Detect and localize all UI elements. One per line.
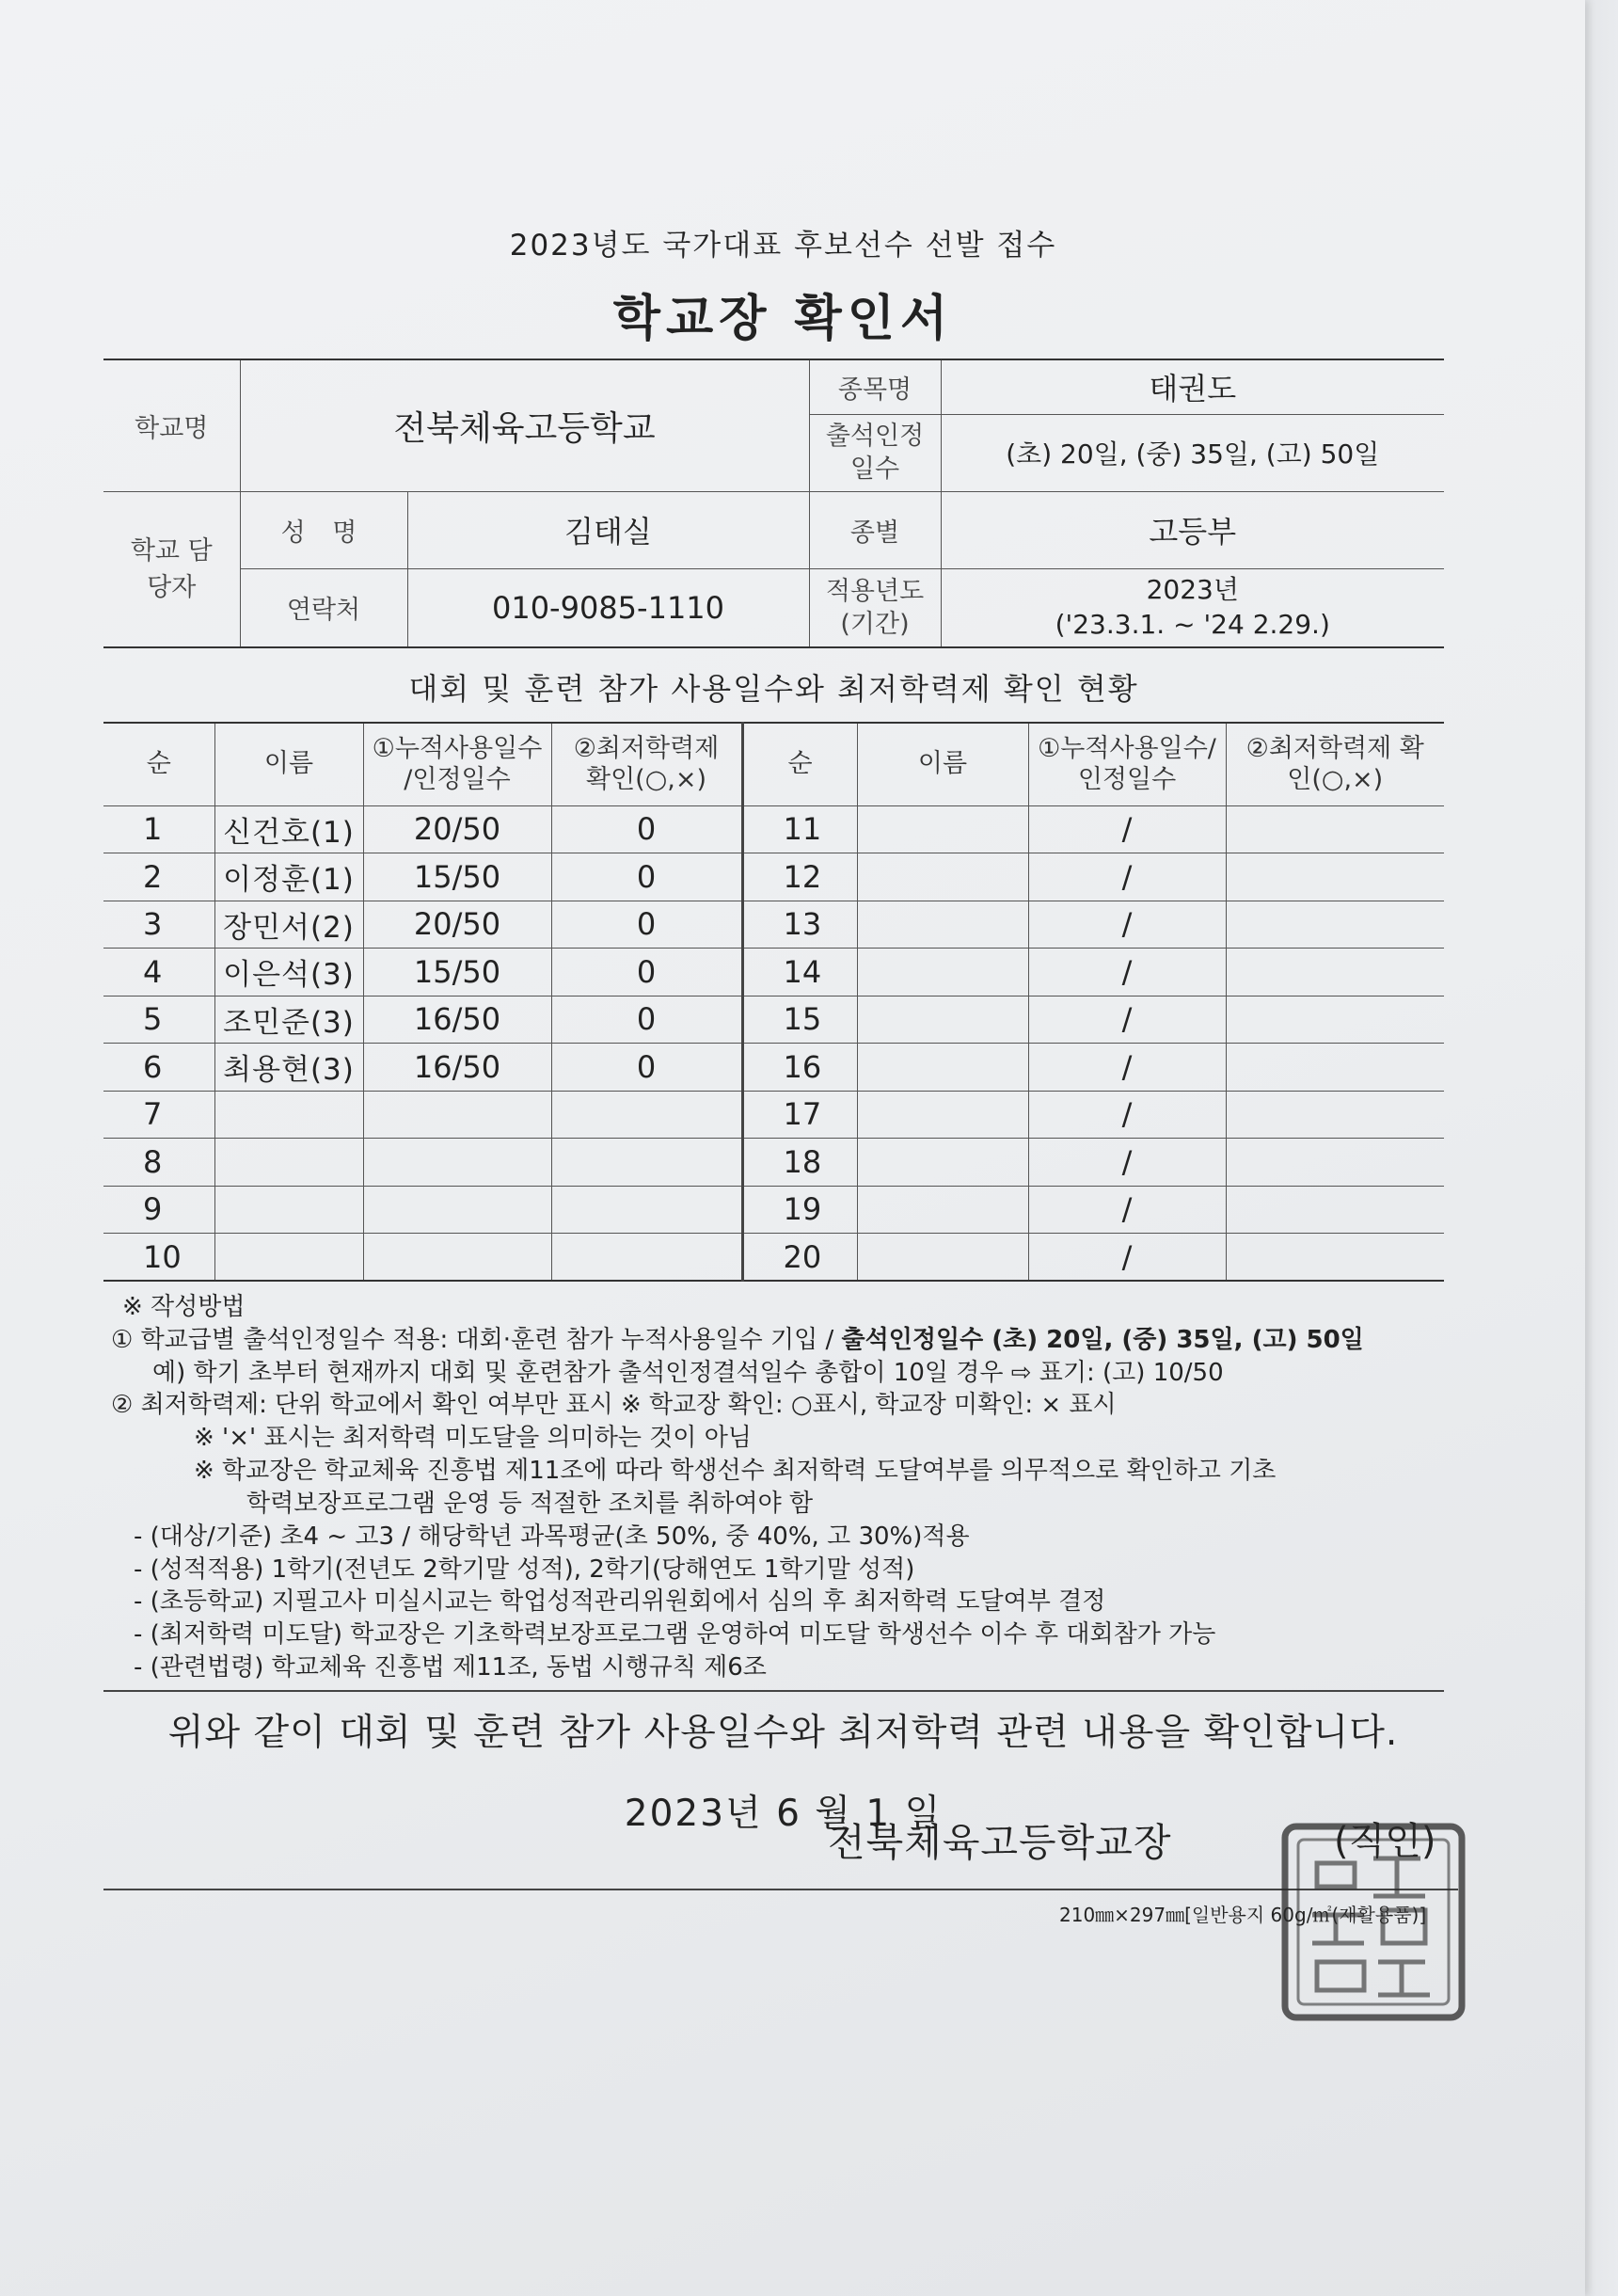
row-number: 14 (742, 949, 857, 997)
principal-name: 전북체육고등학교장 (828, 1820, 1172, 1865)
academic-check (551, 1139, 742, 1187)
days-used: / (1028, 901, 1226, 949)
student-name: 이정훈(1) (214, 853, 363, 901)
divider (103, 1690, 1444, 1692)
detail-4: - (최저학력 미도달) 학교장은 기초학력보장프로그램 운영하여 미도달 학생선수 이수 후 대회참가 가능 (134, 1620, 1216, 1650)
days-used: / (1028, 949, 1226, 997)
division-value: 고등부 (941, 491, 1444, 568)
row-number: 2 (103, 853, 214, 901)
sport-label: 종목명 (809, 359, 941, 414)
table-row (103, 1234, 1444, 1282)
name-value: 김태실 (407, 491, 809, 568)
row-number: 16 (742, 1044, 857, 1092)
detail-3: - (초등학교) 지필고사 미실시교는 학업성적관리위원회에서 심의 후 최저학력 도달여부 결정 (134, 1587, 1106, 1617)
notes-heading: ※ 작성방법 (122, 1293, 246, 1321)
name-label: 성 명 (240, 491, 407, 568)
sport-value: 태권도 (941, 359, 1444, 414)
academic-check (1226, 1139, 1444, 1187)
days-used: / (1028, 805, 1226, 853)
detail-2: - (성적적용) 1학기(전년도 2학기말 성적), 2학기(당해연도 1학기말 성적) (134, 1555, 915, 1584)
official-seal-icon (1279, 1821, 1467, 2023)
year-label: 적용년도 (기간) (809, 568, 941, 647)
academic-check (551, 1234, 742, 1282)
student-name: 조민준(3) (214, 996, 363, 1044)
seal-mark: (직인) (1334, 1820, 1436, 1863)
note-2: ② 최저학력제: 단위 학교에서 확인 여부만 표시 ※ 학교장 확인: ○표시, 학교장 미확인: × 표시 (111, 1391, 1117, 1420)
table-row (103, 1139, 1444, 1187)
academic-check: 0 (551, 853, 742, 901)
row-number: 7 (103, 1091, 214, 1139)
academic-check: 0 (551, 901, 742, 949)
roster-table (103, 722, 1444, 1282)
school-value: 전북체육고등학교 (240, 359, 809, 491)
days-used (363, 1091, 551, 1139)
section-title: 대회 및 훈련 참가 사용일수와 최저학력제 확인 현황 (408, 671, 1139, 707)
student-name: 최용현(3) (214, 1044, 363, 1092)
academic-check (1226, 1186, 1444, 1234)
student-name (857, 1234, 1028, 1282)
table-row (103, 996, 1444, 1044)
row-number: 15 (742, 996, 857, 1044)
academic-check: 0 (551, 805, 742, 853)
note-1-example: 예) 학기 초부터 현재까지 대회 및 훈련참가 출석인정결석일수 총합이 10일 경우 ⇨ 표기: (고) 10/50 (152, 1358, 1224, 1387)
days-used: / (1028, 996, 1226, 1044)
days-used: / (1028, 1091, 1226, 1139)
days-used: 15/50 (363, 853, 551, 901)
days-used: / (1028, 853, 1226, 901)
academic-check (1226, 949, 1444, 997)
row-number: 18 (742, 1139, 857, 1187)
col-check-right: ②최저학력제 확인(○,×) (1226, 723, 1444, 805)
col-name-right: 이름 (857, 723, 1028, 805)
notes (103, 1291, 1444, 1684)
row-number: 8 (103, 1139, 214, 1187)
student-name (214, 1091, 363, 1139)
days-used: / (1028, 1139, 1226, 1187)
student-name (857, 1139, 1028, 1187)
division-label: 종별 (809, 491, 941, 568)
days-used (363, 1234, 551, 1282)
year-cell (941, 568, 1444, 647)
days-used: / (1028, 1234, 1226, 1282)
days-used: / (1028, 1186, 1226, 1234)
info-row (103, 491, 1444, 568)
row-number: 6 (103, 1044, 214, 1092)
col-days-right: ①누적사용일수/ 인정일수 (1028, 723, 1226, 805)
student-name: 신건호(1) (214, 805, 363, 853)
academic-check: 0 (551, 949, 742, 997)
academic-check (1226, 901, 1444, 949)
roster-body (103, 805, 1444, 1281)
days-used: 20/50 (363, 901, 551, 949)
days-used (363, 1186, 551, 1234)
days-used: 16/50 (363, 1044, 551, 1092)
days-used: 20/50 (363, 805, 551, 853)
student-name (857, 1186, 1028, 1234)
attendance-label: 출석인정 일수 (809, 414, 941, 491)
academic-check (1226, 996, 1444, 1044)
table-row (103, 1186, 1444, 1234)
col-no: 순 (103, 723, 214, 805)
note-1-text: ① 학교급별 출석인정일수 적용: 대회·훈련 참가 누적사용일수 기입 / (111, 1325, 842, 1354)
academic-check (1226, 1234, 1444, 1282)
student-name (214, 1139, 363, 1187)
row-number: 4 (103, 949, 214, 997)
row-number: 1 (103, 805, 214, 853)
student-name: 장민서(2) (214, 901, 363, 949)
student-name (857, 805, 1028, 853)
academic-check (1226, 805, 1444, 853)
contact-value: 010-9085-1110 (407, 568, 809, 647)
student-name: 이은석(3) (214, 949, 363, 997)
row-number: 3 (103, 901, 214, 949)
row-number: 10 (103, 1234, 214, 1282)
note-1-bold: 출석인정일수 (초) 20일, (중) 35일, (고) 50일 (841, 1325, 1364, 1354)
academic-check: 0 (551, 996, 742, 1044)
col-days: ①누적사용일수 /인정일수 (363, 723, 551, 805)
note-2-c: 학력보장프로그램 운영 등 적절한 조치를 취하여야 함 (246, 1489, 814, 1518)
issue-date: 2023년 6 월 1 일 (624, 1792, 943, 1835)
table-row (103, 805, 1444, 853)
student-name (857, 1091, 1028, 1139)
table-row (103, 1091, 1444, 1139)
info-row (103, 359, 1444, 414)
col-name: 이름 (214, 723, 363, 805)
info-table (103, 359, 1444, 648)
table-row (103, 901, 1444, 949)
detail-1: - (대상/기준) 초4 ~ 고3 / 해당학년 과목평균(초 50%, 중 40%, 고 30%)적용 (134, 1522, 970, 1551)
year-value: 2023년 (1146, 574, 1239, 606)
student-name (857, 949, 1028, 997)
detail-5: - (관련법령) 학교체육 진흥법 제11조, 동법 시행규칙 제6조 (134, 1653, 767, 1682)
student-name (857, 1044, 1028, 1092)
table-row (103, 853, 1444, 901)
note-2-b: ※ 학교장은 학교체육 진흥법 제11조에 따라 학생선수 최저학력 도달여부를 의무적으로 확인하고 기초 (194, 1457, 1277, 1486)
document-content (103, 221, 1444, 1926)
confirmation-text: 위와 같이 대회 및 훈련 참가 사용일수와 최저학력 관련 내용을 확인합니다. (167, 1711, 1399, 1754)
student-name (857, 996, 1028, 1044)
table-row (103, 949, 1444, 997)
days-used: 16/50 (363, 996, 551, 1044)
student-name (857, 853, 1028, 901)
days-used: 15/50 (363, 949, 551, 997)
note-1 (103, 1324, 1444, 1357)
roster-header-row (103, 723, 1444, 805)
col-no-right: 순 (742, 723, 857, 805)
academic-check (1226, 1044, 1444, 1092)
table-row (103, 1044, 1444, 1092)
info-row (103, 568, 1444, 647)
period-value: ('23.3.1. ~ '24 2.29.) (1055, 608, 1330, 640)
days-used (363, 1139, 551, 1187)
paper-spec: 210㎜×297㎜[일반용지 60g/㎡(재활용품)] (1059, 1904, 1427, 1926)
academic-check: 0 (551, 1044, 742, 1092)
row-number: 12 (742, 853, 857, 901)
row-number: 20 (742, 1234, 857, 1282)
academic-check (1226, 853, 1444, 901)
days-used: / (1028, 1044, 1226, 1092)
academic-check (551, 1186, 742, 1234)
note-2-a: ※ '×' 표시는 최저학력 미도달을 의미하는 것이 아님 (194, 1424, 752, 1453)
academic-check (551, 1091, 742, 1139)
col-check: ②최저학력제 확인(○,×) (551, 723, 742, 805)
student-name (214, 1234, 363, 1282)
attendance-value: (초) 20일, (중) 35일, (고) 50일 (941, 414, 1444, 491)
row-number: 13 (742, 901, 857, 949)
row-number: 5 (103, 996, 214, 1044)
row-number: 9 (103, 1186, 214, 1234)
academic-check (1226, 1091, 1444, 1139)
document-title: 학교장 확인서 (612, 291, 954, 347)
student-name (857, 901, 1028, 949)
row-number: 11 (742, 805, 857, 853)
contact-label: 연락처 (240, 568, 407, 647)
bottom-divider (103, 1889, 1458, 1890)
row-number: 19 (742, 1186, 857, 1234)
document-subtitle: 2023녕도 국가대표 후보선수 선발 접수 (509, 229, 1057, 263)
row-number: 17 (742, 1091, 857, 1139)
student-name (214, 1186, 363, 1234)
school-label: 학교명 (103, 359, 240, 491)
manager-label: 학교 담당자 (103, 491, 240, 647)
